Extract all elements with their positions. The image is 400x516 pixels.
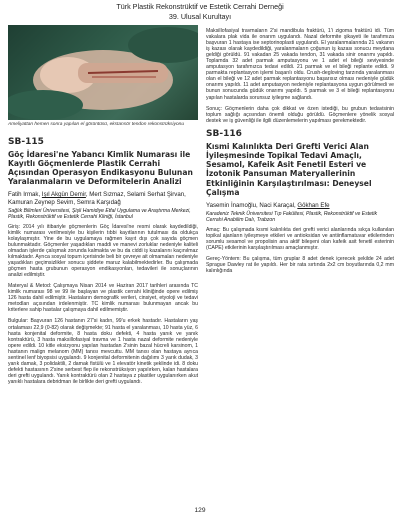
- author-list: Yasemin İnamoğlu, Naci Karaçal, Gökhan Efe: [206, 201, 330, 209]
- paragraph: Giriş: 2014 yılı itibariyle göçmenlerin Göç İdaresi'ne resmi olarak kaydedildiği, kimlik numarası verilmesiyle bu kişilerin tıbbi kayıtlarının tutulması da oldukça kolaylaşmıştır. Yine de bu uygulamaya rağmen kayıt dışı çok sayıda göçmen bulunmaktadır. Göçmenler yaşadıkları maddi ve manevi zorluklar nedeniyle kaliteli olmadan işlerde çalışmak zorunda kalmakta ve bu da ciddi iş kazalarını kaçınılmaz kılmaktadır. Ayrıca sosyal topum içerisinde beli bir çevreye ait olmamaları nedeniyle yaşadıkları geçimsizlikler sonucu şiddete maruz kalabilmektedirler. Bu çalışmada göçmen hasta grubunun operasyon endikasyonları, tedavileri ile sonuçlarının analizi edilmiştir.: [8, 223, 198, 279]
- page-number: 129: [194, 507, 206, 514]
- author-list: Fatih Irmak, Işıl Akgün Demir, Mert Sızmaz, Selami Serhat Şirvan, Kamuran Zeynep Sevim, Semra Karşıdağ: [8, 191, 186, 206]
- paragraph: Amaç: Bu çalışmada kısmi kalınlıkta deri grefti verici alanlarında sıkça kullanılan topikal ajanların iyileşmeye etkileri ve antioksidan ve antiinflamatuvar etkilerinden sorumlu sesamol ve propolisin ana aktif bileşeni olan kafeik asit fenetil esterinin (CAPE) etkilerinin karşılaştırılması amaçlanmıştır.: [206, 227, 394, 252]
- abstract-body-continued: [206, 28, 394, 124]
- abstract-title: Göç İdaresi'ne Yabancı Kimlik Numarası ile Kayıtlı Göçmenlerde Plastik Cerrahi Açısından Operasyon Endikasyonu Bulunan Yaralanmaların ve Deformitelerin Analizi: [8, 149, 193, 187]
- paragraph: Maksillofasiyal travmaların 2'si mandibula fraktürü, 1'i zigoma fraktürü idi. Tüm vakalara plak vida ile onarım uygulandı. Nazal deformite şikayeti ile tarafımıza başvuran 1 hastaya ise septorinoplasti uygulandı. El yaralanmalarında 21 vakanın iş kazası olarak kaydedildiği, yaralanmaların çoğunun iş kazası sonucu meydana geldiği görüldü. 91 vakadan 25 vakada tendon, 31 vakada sinir onarımı yapıldı. Toplamda 32 adet parmak amputasyonu ve 1 adet el bileği seviyesinde amputasyon tarafımızca tedavi edildi. 21 parmak ve el bileği replante edildi. 9 parmakta replantasyon işlemi başarılı oldu. Crush-degloving tarzında yaralanması olan el bileği ve 12 adet parmak replantasyonu başarısız olması nedeniyle güdük onarımı yapıldı. 11 adet amputasyon nedeniyle replantasyona uygun görülmedi ve bunun sonucunda güdük onarımı yapıldı. 5 parmak ve 3 el bileği replantasyonu yapılan hastalarda sorunsuz iyileşme sağlandı.: [206, 28, 394, 101]
- presenting-author: Gökhan Efe: [297, 201, 330, 209]
- left-column: [8, 25, 198, 390]
- abstract-title: Kısmi Kalınlıkta Deri Grefti Verici Alan İyileşmesinde Topikal Tedavi Amaçlı, Sesamol, Kafeik Asit Fenetil Esteri ve İzotonik Pansuman Materyallerinin Etkinliğinin Karşılaştırılması: Deneysel Çalışma: [206, 141, 372, 197]
- affiliation: Karadeniz Teknik Üniversitesi Tıp Fakültesi, Plastik, Rekonstrüktif ve Estetik Cerrahi Anabilim Dalı, Trabzon: [206, 211, 378, 224]
- right-column: [206, 3, 394, 279]
- affiliation: Sağlık Bilimleri Üniversitesi, Şişli Hamidiye Etfal Uygulama ve Araştırma Merkezi, Plastik, Rekonstrüktif ve Estetik Cerrahi Kliniği, İstanbul: [8, 207, 191, 220]
- surgery-photo: [8, 25, 198, 120]
- paragraph: Gereç-Yöntem: Bu çalışma, tüm gruplar 8 adet denek içerecek şekilde 24 adet Sprague Dawley rat ile yapıldı. Her bir rata sırtında 2x2 cm boyutlarında 0,2 mm kalınlığında: [206, 256, 394, 275]
- header-line-1: Türk Plastik Rekonstrüktif ve Estetik Cerrahi Derneği: [116, 2, 284, 11]
- abstract-body: [206, 227, 394, 274]
- header-line-2: 39. Ulusal Kurultayı: [168, 11, 232, 21]
- paragraph: Bulgular: Başvuran 126 hastanın 27'si kadın, 99'u erkek hastadır. Hastaların yaş ortalaması 22,9 (0-82) olarak değişmekte; 91 hasta el yaralanması, 10 hasta yüz, 6 hasta konjenital deformite, 8 hasta doku defekti, 4 hasta yanık ve yanık kontraktürü, 3 hasta maksillofasiyal travma ve 1 hasta nazal deformite nedeniyle opere edildi. 10 kitle eksizyonu yapılan hastadan 2'sinin bazal hücreli karsinom, 1 hastanın malign melanom (MM) tanısı mevcuttu. MM tanısı olan hastaya ayrıca sentinel lenf biyopsisi uygulandı. 9 konjenital deformitenin dağılımı 3 yarık dudak, 3 yarık damak, 3 polidaktili, 2 damak fistülü ve 1 elevatör kinetik şeklinde idi. 8 doku defekti hastasının 2'sine serbest flep ile rekonstrüksiyon yapılırken, kalan hastalara deri grefti uygulandı. Yanık kontraktürü olan 2 hastaya z plastiler uygulanırken akut yanıklı hastalara debridman ile birlikte deri grefti uygulandı.: [8, 318, 198, 385]
- abstract-body: [8, 224, 198, 385]
- abstract-code: SB-116: [206, 128, 242, 139]
- paragraph: Materyal & Metod: Çalışmaya Nisan 2014 ve Haziran 2017 tarihleri arasında TC kimlik numarası 98 ve 99 ile başlayan ve plastik cerrahi kliniğinde opere edilmiş 126 hasta dahil edilmiştir. Hastaların demografik verileri, cinsiyet, etyoloji ve tedavi metodları açısından irdelenmiştir. TC kimlik numarası bulunmayan ancak bu kriterlere sahip hastalar çalışmaya dahil edilmemiştir.: [8, 283, 198, 314]
- presenting-author: Işıl Akgün Demir: [41, 191, 86, 199]
- abstract-code: SB-115: [8, 136, 44, 147]
- photo-caption: Ameliyattan hemen sonra yapılan el görüntüsü, ekstansör tendon rekonstrüksiyonu: [8, 122, 184, 127]
- paragraph: Sonuç: Göçmenlerin daha çok dikkat ve özen istediği, bu grubun tedavisinin toplum sağlığı açısından önemli olduğu görüldü. Göçmenlere yönelik sosyal destek ve iş güvenliği ile ilgili düzenlemelerin yapılması gerekmektedir.: [206, 105, 394, 124]
